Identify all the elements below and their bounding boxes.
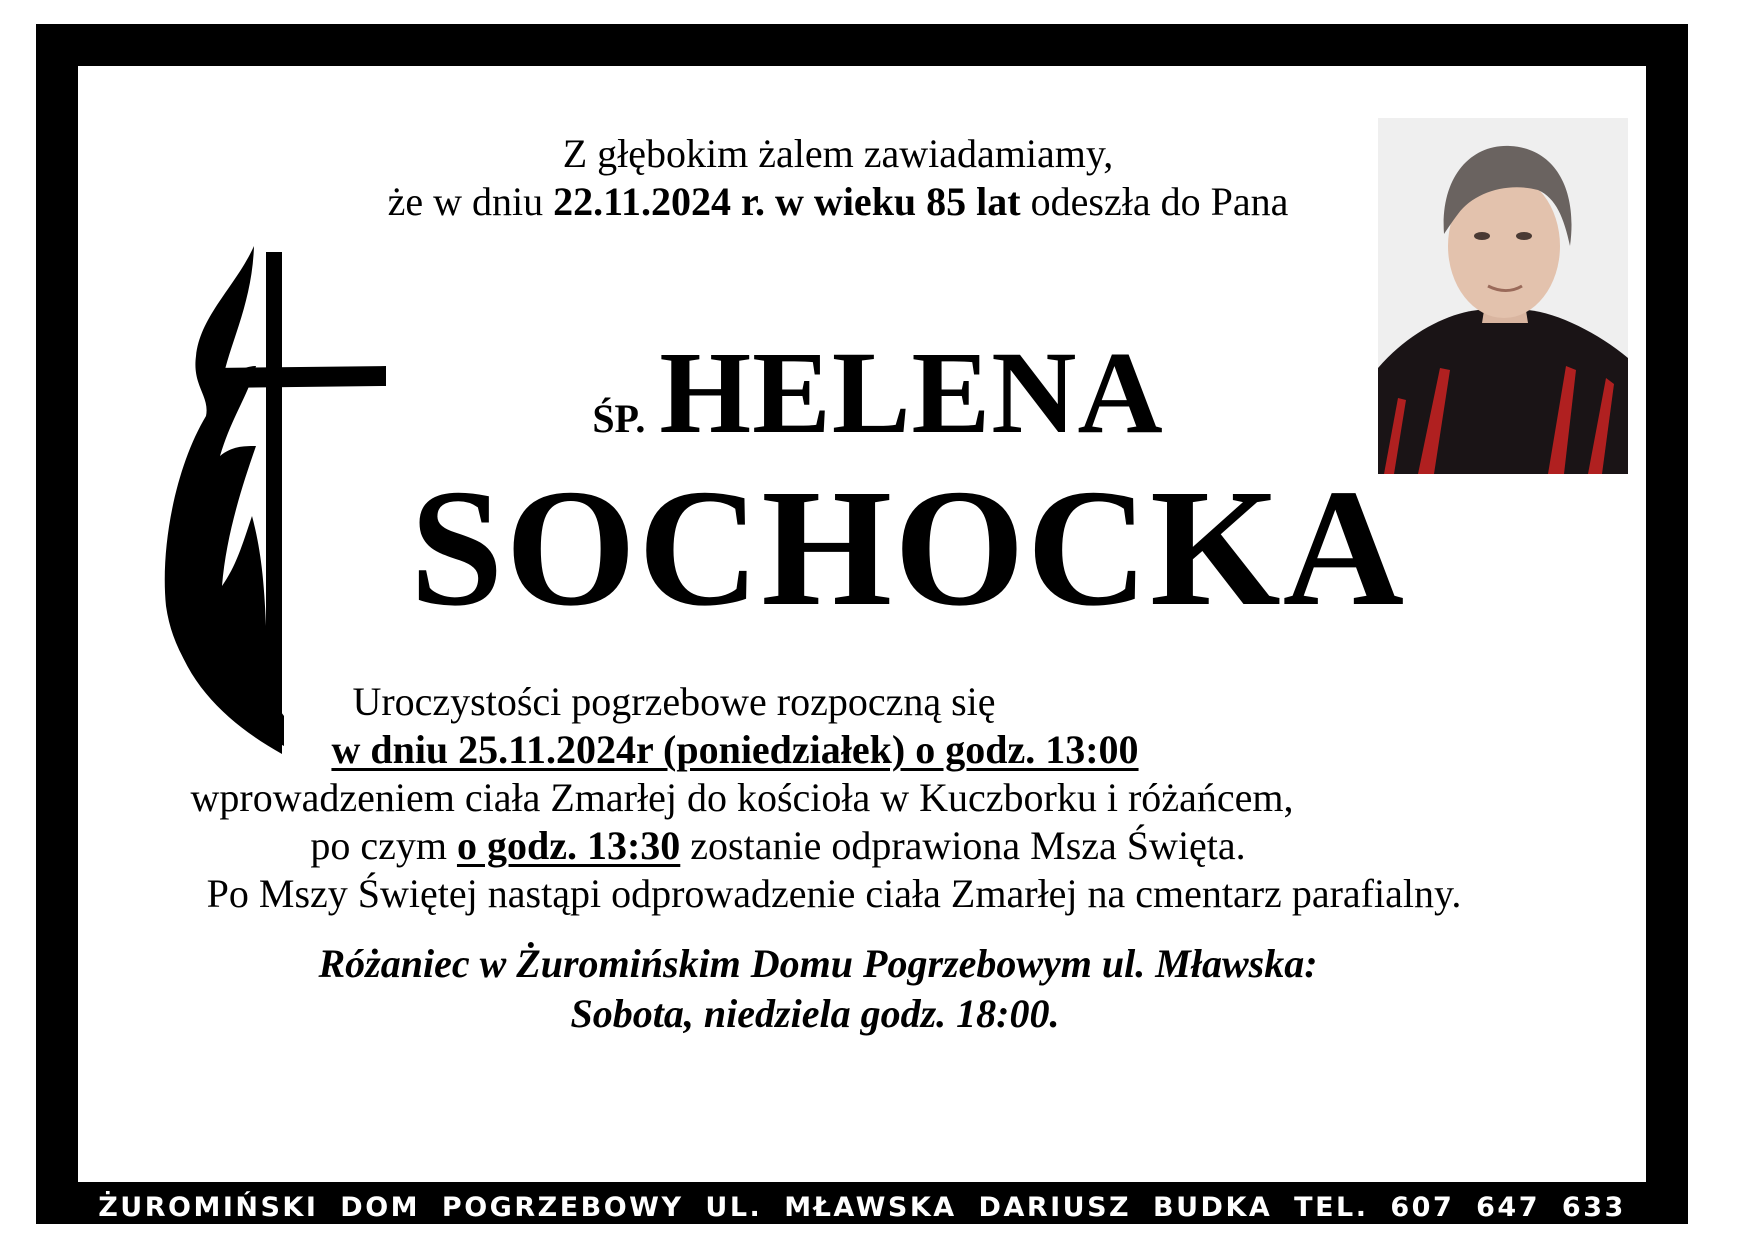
- rosary-line-2: Sobota, niedziela godz. 18:00.: [570, 991, 1060, 1036]
- ceremony-line-5: Po Mszy Świętej nastąpi odprowadzenie ciała Zmarłej na cmentarz parafialny.: [206, 871, 1462, 916]
- deceased-first-name: [478, 327, 1278, 458]
- intro-line-2: [338, 179, 1338, 224]
- deceased-last-name: SOCHOCKA: [409, 455, 1407, 641]
- mass-time: o godz. 13:30: [456, 823, 681, 868]
- intro-line-2-start: że w dniu: [387, 179, 554, 224]
- portrait-image: [1378, 118, 1628, 474]
- funeral-date: w dniu 25.11.2024r (poniedziałek) o godz. 13:00: [331, 727, 1139, 772]
- ceremony-line-3: wprowadzeniem ciała Zmarłej do kościoła w Kuczborku i różańcem,: [190, 775, 1294, 820]
- ceremony-line-4-start: po czym: [310, 823, 457, 868]
- ceremony-line-4-end: zostanie odprawiona Msza Święta.: [680, 823, 1246, 868]
- death-date-age: 22.11.2024 r. w wieku 85 lat: [553, 179, 1021, 224]
- ceremony-line-1: Uroczystości pogrzebowe rozpoczną się: [352, 679, 996, 724]
- funeral-home-footer: ŻUROMIŃSKI DOM POGRZEBOWY UL. MŁAWSKA DARIUSZ BUDKA TEL. 607 647 633: [98, 1192, 1626, 1223]
- first-name-text: HELENA: [659, 327, 1164, 458]
- intro-line-2-end: odeszła do Pana: [1020, 179, 1289, 224]
- obituary-card: [78, 66, 1646, 1182]
- obituary-frame: [36, 24, 1688, 1224]
- rosary-line-1: Różaniec w Żuromińskim Domu Pogrzebowym ul. Mławska:: [318, 941, 1318, 986]
- deceased-prefix: ŚP.: [592, 396, 646, 441]
- ceremony-date-time: [78, 727, 1392, 772]
- intro-line-1: Z głębokim żalem zawiadamiamy,: [562, 131, 1114, 176]
- portrait-photo: [1378, 118, 1628, 474]
- ceremony-line-4: [78, 823, 1478, 868]
